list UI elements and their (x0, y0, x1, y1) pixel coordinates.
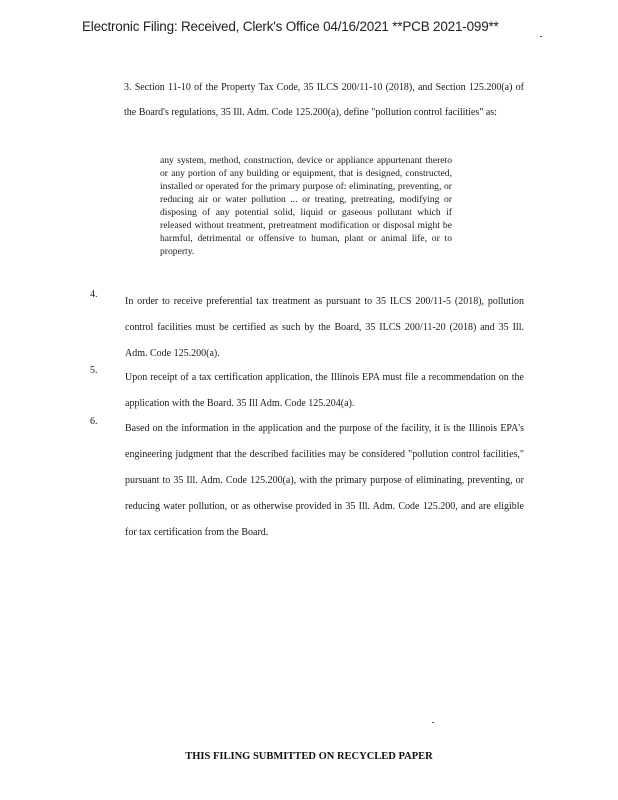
paragraph-number: 5. (90, 365, 98, 376)
filing-stamp-header: Electronic Filing: Received, Clerk's Office 04/16/2021 **PCB 2021-099** (82, 19, 499, 34)
numbered-paragraph (90, 416, 524, 546)
paragraph-text: Upon receipt of a tax certification application, the Illinois EPA must file a recommendation on the application with the Board. 35 Ill Adm. Code 125.204(a). (125, 372, 524, 409)
numbered-paragraph (90, 365, 524, 417)
scan-speck (540, 36, 542, 37)
block-quote-definition: any system, method, construction, device or appliance appurtenant thereto or any portion of any building or equipment, that is designed, constructed, installed or operated for the primary purpose of: eliminating, preventing, or reducing air or water pollution ... or treating, pretreating, modifying or disposing of any potential solid, liquid or gaseous pollutant which if released without treatment, pretreatment modification or disposal might be harmful, detrimental or offensive to human, plant or animal life, or to property. (160, 155, 452, 257)
recycled-paper-footer: THIS FILING SUBMITTED ON RECYCLED PAPER (185, 751, 433, 762)
paragraph-number: 4. (90, 289, 98, 300)
paragraph-3: 3. Section 11-10 of the Property Tax Code, 35 ILCS 200/11-10 (2018), and Section 125.200(a) of the Board's regulations, 35 Ill. Adm. Code 125.200(a), define "pollution control facilities" as: (124, 82, 524, 118)
scan-speck (432, 722, 434, 723)
paragraph-text: Based on the information in the application and the purpose of the facility, it is the Illinois EPA's engineering judgment that the described facilities may be considered "pollution control facilities," pursuant to 35 Ill. Adm. Code 125.200(a), with the primary purpose of eliminating, preventing, or reducing water pollution, or as otherwise provided in 35 Ill. Adm. Code 125.200, and are eligible for tax certification from the Board. (125, 423, 524, 538)
numbered-paragraph (90, 289, 524, 367)
paragraph-text: In order to receive preferential tax treatment as pursuant to 35 ILCS 200/11-5 (2018), pollution control facilities must be certified as such by the Board, 35 ILCS 200/11-20 (2018) and 35 Ill. Adm. Code 125.200(a). (125, 296, 524, 359)
paragraph-number: 6. (90, 416, 98, 427)
